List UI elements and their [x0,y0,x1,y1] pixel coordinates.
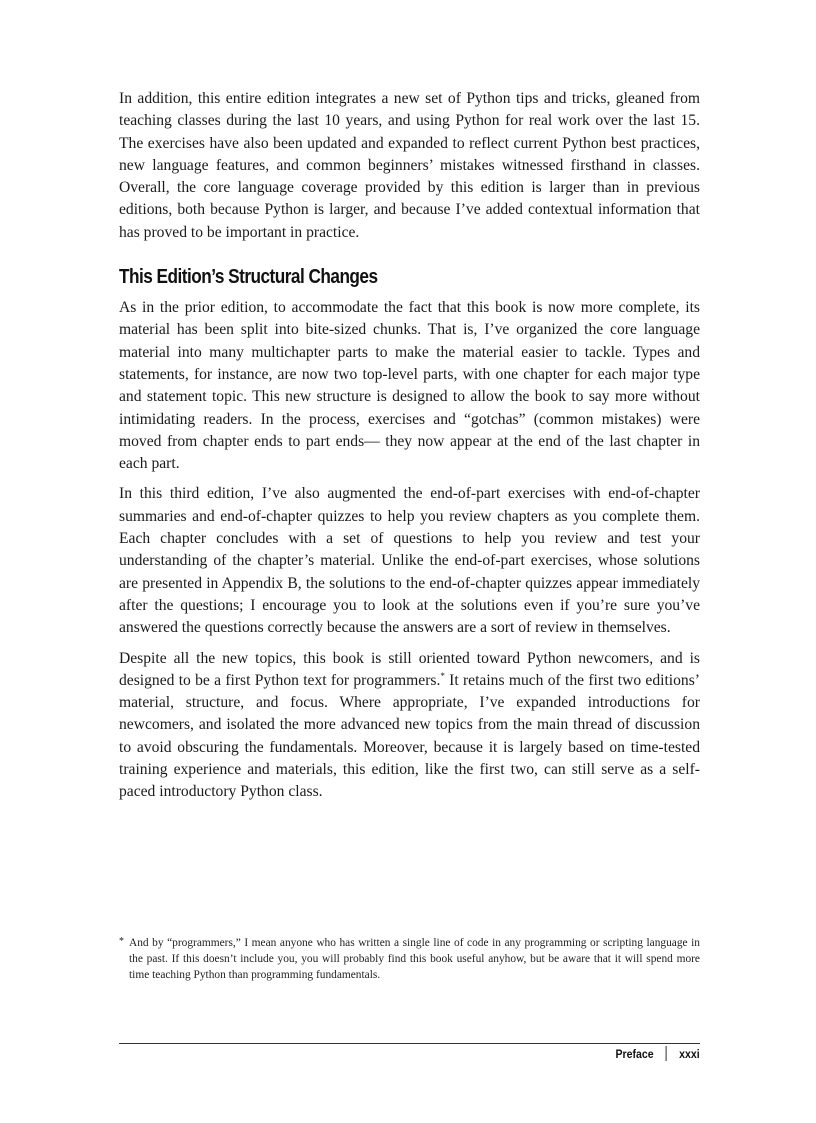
footnote-text: And by “programmers,” I mean anyone who has written a single line of code in any programming or scripting language in the past. If this doesn’t include you, you will probably find this book useful anyhow, but be aware that it will spend more time teaching Python than programming fundamentals. [129,937,700,981]
footer-rule [119,1043,700,1044]
newcomers-text-start: Despite all the new topics, this book is still oriented toward Python newcomers, and is designed to be a first Python text for programmers. [119,649,700,689]
footnote-reference: * [440,670,445,681]
footnote [119,935,700,983]
structure-paragraph: As in the prior edition, to accommodate the fact that this book is now more complete, its material has been split into bite-sized chunks. That is, I’ve organized the core language material into many multichapter parts to make the material easier to tackle. Types and statements, for instance, are now two top-level parts, with one chapter for each major type and statement topic. This new structure is designed to allow the book to say more without intimidating readers. In the process, exercises and “gotchas” (common mistakes) were moved from chapter ends to part ends— they now appear at the end of the last chapter in each part. [119,299,700,473]
footer-section-title: Preface [615,1046,654,1061]
section-heading: This Edition’s Structural Changes [119,266,378,289]
footer-separator [666,1046,667,1061]
page-body [119,88,700,812]
newcomers-paragraph [119,648,700,804]
page-number: xxxi [679,1046,700,1061]
page-footer [616,1046,700,1061]
quizzes-paragraph: In this third edition, I’ve also augmented the end-of-part exercises with end-of-chapter summaries and end-of-chapter quizzes to help you review chapters as you complete them. Each chapter concludes with a set of questions to help you review and test your understanding of the chapter’s material. Unlike the end-of-part exercises, whose solutions are presented in Appendix B, the solutions to the end-of-chapter quizzes appear immediately after the questions; I encourage you to look at the solutions even if you’re sure you’ve answered the questions correctly because the answers are a sort of review in themselves. [119,485,700,637]
intro-paragraph: In addition, this entire edition integrates a new set of Python tips and tricks, gleaned from teaching classes during the last 10 years, and using Python for real work over the last 15. The exercises have also been updated and expanded to reflect current Python best practices, new language features, and common beginners’ mistakes witnessed firsthand in classes. Overall, the core language coverage provided by this edition is larger than in previous editions, both because Python is larger, and because I’ve added contextual information that has proved to be important in practice. [119,90,700,241]
footnote-mark: * [119,936,124,947]
newcomers-text-end: It retains much of the first two editions’ material, structure, and focus. Where appropriate, I’ve expanded introductions for newcomers, and isolated the more advanced new topics from the main thread of discussion to avoid obscuring the fundamentals. Moreover, because it is largely based on time-tested training experience and materials, this edition, like the first two, can still serve as a self-paced introductory Python class. [119,671,700,801]
